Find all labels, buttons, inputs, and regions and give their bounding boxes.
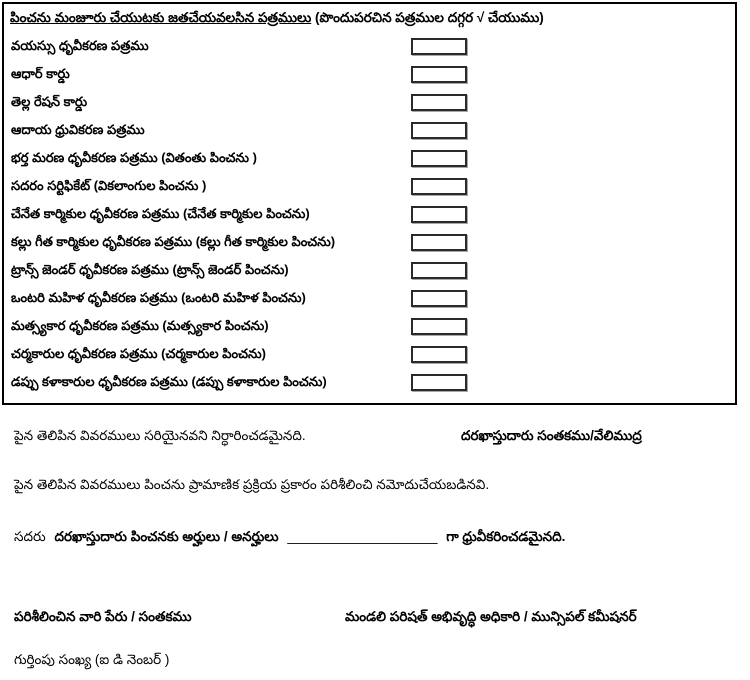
verification-note-text: పైన తెలిపిన వివరములు పించను ప్రామాణిక ప్రక్రియ ప్రకారం పరిశీలించి నమోదుచేయబడినవి. [14, 477, 490, 492]
table-row [4, 228, 735, 256]
table-header [4, 4, 735, 30]
document-label: కల్లు గీత కార్మికుల ధృవీకరణ పత్రము (కల్లు గీత కార్మికుల పించను) [11, 234, 336, 250]
document-checkbox[interactable] [411, 94, 467, 111]
table-row [4, 284, 735, 312]
document-rows [4, 30, 735, 403]
document-checkbox[interactable] [411, 178, 467, 195]
document-checkbox[interactable] [411, 290, 467, 307]
table-row [4, 340, 735, 368]
required-documents-table [2, 2, 737, 405]
document-label: సదరం సర్టిఫికేట్ (వికలాంగుల పించను ) [11, 178, 207, 194]
officer-label: మండలి పరిషత్ అభివృద్ధి అధికారి / మున్సిపల్ కమీషనర్ [345, 609, 637, 624]
document-label: చేనేత కార్మికుల ధృవీకరణ పత్రము (చేనేత కార్మికుల పించను) [11, 206, 310, 222]
table-row [4, 200, 735, 228]
verifier-name-label: పరిశీలించిన వారి పేరు / సంతకము [14, 609, 192, 624]
table-row [4, 88, 735, 116]
document-checkbox[interactable] [411, 122, 467, 139]
certify-note-line [14, 427, 736, 445]
eligibility-applicant-phrase: దరఖాస్తుదారు పించనకు అర్హులు / అనర్హులు [54, 529, 279, 544]
table-row [4, 312, 735, 340]
document-label: భర్త మరణ ధృవీకరణ పత్రము (వితంతు పించను ) [11, 150, 257, 166]
id-number-label: గుర్తింపు సంఖ్య (ఐ డి నెంబర్ ) [14, 652, 170, 667]
applicant-signature-label: దరఖాస్తుదారు సంతకము/వేలిముద్ర [461, 428, 642, 443]
eligibility-prefix: సదరు [14, 529, 46, 544]
document-checkbox[interactable] [411, 374, 467, 391]
document-checkbox[interactable] [411, 262, 467, 279]
table-header-title: పించను మంజూరు చేయుటకు జతచేయవలసిన పత్రములు [10, 10, 312, 25]
table-header-instruction: (పొందుపరచిన పత్రముల దగ్గర √ చేయుము) [311, 10, 544, 25]
document-checkbox[interactable] [411, 234, 467, 251]
signatories-line [14, 608, 736, 626]
document-checkbox[interactable] [411, 150, 467, 167]
table-row [4, 368, 735, 396]
document-checkbox[interactable] [411, 346, 467, 363]
table-row [4, 256, 735, 284]
eligibility-line [14, 528, 565, 546]
document-label: వయస్సు ధృవీకరణ పత్రము [11, 38, 149, 54]
eligibility-blank-field[interactable]: ____________________ [287, 529, 438, 544]
document-label: డప్పు కళాకారుల ధృవీకరణ పత్రము (డప్పు కళాకారుల పించను) [11, 374, 327, 390]
document-label: ట్రాన్స్ జెండర్ ధృవీకరణ పత్రము (ట్రాన్స్ జెండర్ పించను) [11, 262, 289, 278]
table-row [4, 32, 735, 60]
eligibility-suffix: గా ధ్రువీకరించడమైనది. [446, 529, 566, 544]
document-checkbox[interactable] [411, 38, 467, 55]
verification-note-line [14, 476, 489, 494]
document-label: చర్మకారుల ధృవీకరణ పత్రము (చర్మకారుల పించను) [11, 346, 266, 362]
document-label: ఆధార్ కార్డు [11, 66, 70, 82]
document-label: ఆదాయ ధ్రువికరణ పత్రము [11, 122, 145, 138]
id-number-line [14, 651, 169, 669]
table-row [4, 144, 735, 172]
document-checkbox[interactable] [411, 66, 467, 83]
document-label: మత్స్యకార ధృవీకరణ పత్రము (మత్స్యకార పించను) [11, 318, 269, 334]
document-checkbox[interactable] [411, 318, 467, 335]
document-label: తెల్ల రేషన్ కార్డు [11, 94, 88, 110]
table-row [4, 60, 735, 88]
table-row [4, 116, 735, 144]
document-label: ఒంటరి మహిళ ధృవీకరణ పత్రము (ఒంటరి మహిళ పించను) [11, 290, 306, 306]
table-row [4, 172, 735, 200]
certify-note-text: పైన తెలిపిన వివరములు సరియైనవని నిర్ధారించడమైనది. [14, 428, 306, 443]
document-checkbox[interactable] [411, 206, 467, 223]
